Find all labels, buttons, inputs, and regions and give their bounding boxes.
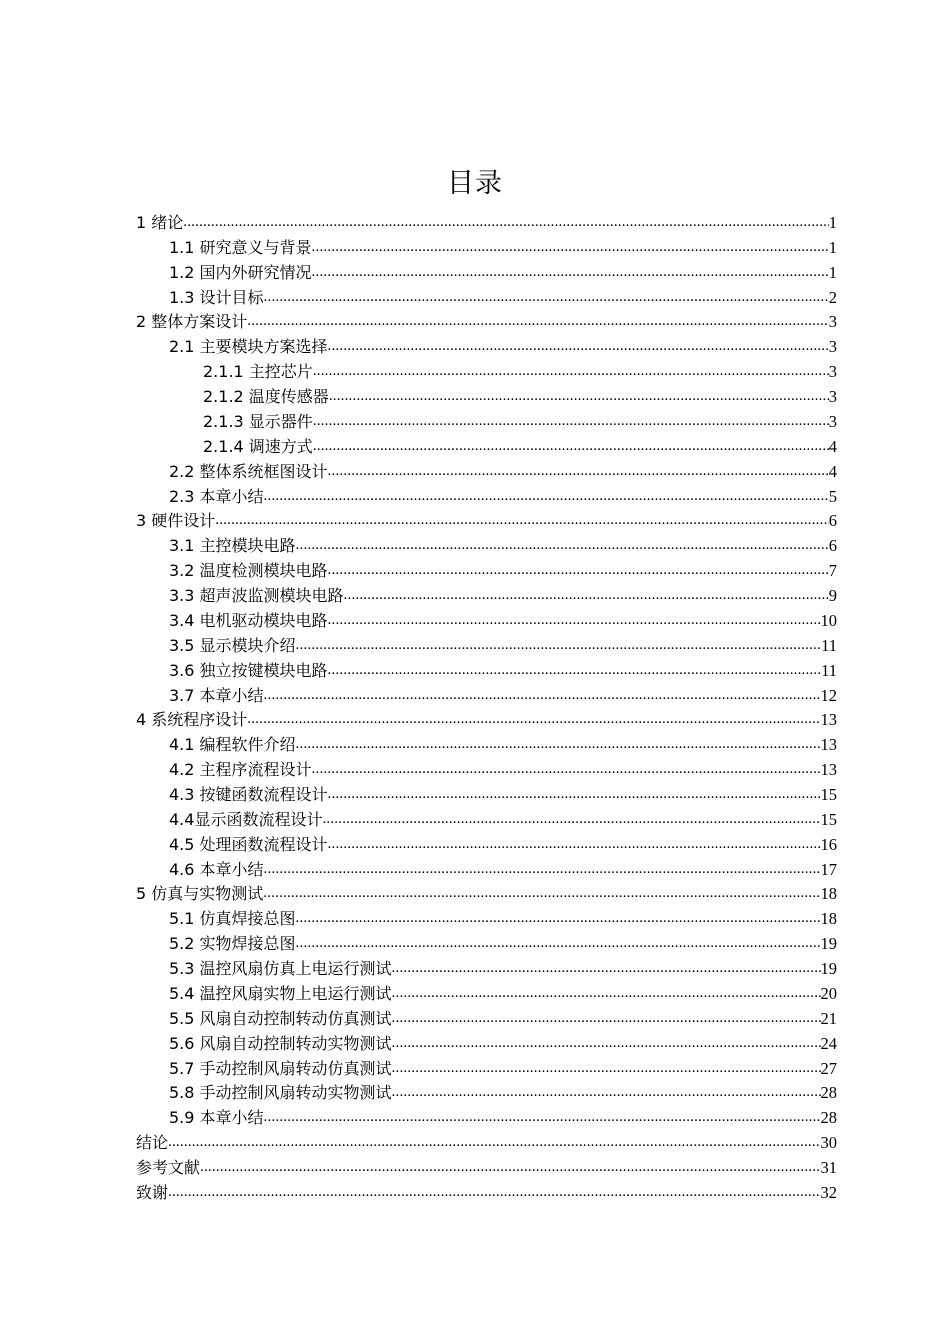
toc-leader-dots bbox=[328, 459, 829, 484]
toc-entry-label: 1.1 研究意义与背景 bbox=[169, 237, 312, 257]
toc-entry-label: 3.2 温度检测模块电路 bbox=[169, 561, 328, 581]
toc-leader-dots bbox=[200, 1155, 820, 1180]
toc-entry-label: 3.4 电机驱动模块电路 bbox=[169, 610, 328, 630]
toc-entry[interactable] bbox=[169, 459, 837, 484]
toc-entry-page-number: 17 bbox=[820, 859, 837, 879]
toc-entry[interactable] bbox=[136, 707, 837, 732]
toc-entry-label: 4.5 处理函数流程设计 bbox=[169, 834, 328, 854]
toc-entry-label: 1 绪论 bbox=[136, 213, 184, 232]
toc-leader-dots bbox=[313, 409, 829, 434]
toc-entry[interactable] bbox=[169, 956, 837, 981]
toc-entry-label: 2.1.1 主控芯片 bbox=[203, 362, 313, 382]
toc-entry[interactable] bbox=[169, 1006, 837, 1031]
toc-entry-label: 3.1 主控模块电路 bbox=[169, 536, 296, 556]
toc-entry-label: 2.1 主要模块方案选择 bbox=[169, 337, 328, 357]
toc-leader-dots bbox=[328, 832, 821, 857]
toc-entry-page-number: 21 bbox=[820, 1008, 837, 1028]
toc-leader-dots bbox=[392, 1080, 821, 1105]
toc-entry-page-number: 1 bbox=[828, 262, 837, 282]
toc-entry-label: 2.1.4 调速方式 bbox=[203, 436, 313, 456]
toc-entry-page-number: 19 bbox=[820, 959, 837, 979]
toc-entry-page-number: 13 bbox=[820, 710, 837, 730]
toc-entry-label: 4.1 编程软件介绍 bbox=[169, 735, 296, 755]
toc-entry-label: 2.1.2 温度传感器 bbox=[203, 387, 329, 407]
toc-leader-dots bbox=[392, 1006, 821, 1031]
toc-entry-page-number: 13 bbox=[820, 760, 837, 780]
toc-entry-label: 4.2 主程序流程设计 bbox=[169, 760, 312, 780]
toc-entry-label: 2 整体方案设计 bbox=[136, 312, 248, 332]
toc-entry[interactable] bbox=[203, 384, 837, 409]
toc-entry-page-number: 6 bbox=[828, 536, 837, 556]
toc-entry-page-number: 11 bbox=[821, 660, 837, 680]
toc-leader-dots bbox=[392, 956, 821, 981]
toc-entry[interactable] bbox=[169, 732, 837, 757]
toc-entry-page-number: 28 bbox=[820, 1083, 837, 1103]
toc-entry[interactable] bbox=[169, 683, 837, 708]
toc-entry-page-number: 3 bbox=[828, 362, 837, 382]
toc-entry-label: 3 硬件设计 bbox=[136, 511, 216, 531]
toc-entry[interactable] bbox=[169, 235, 837, 260]
toc-entry-page-number: 9 bbox=[828, 586, 837, 606]
toc-entry-page-number: 32 bbox=[820, 1182, 837, 1202]
toc-entry-page-number: 4 bbox=[828, 436, 837, 456]
toc-entry-label: 5 仿真与实物测试 bbox=[136, 884, 264, 904]
toc-entry-page-number: 3 bbox=[828, 387, 837, 407]
toc-entry[interactable] bbox=[169, 782, 837, 807]
toc-leader-dots bbox=[312, 757, 821, 782]
toc-entry-label: 5.8 手动控制风扇转动实物测试 bbox=[169, 1083, 392, 1103]
toc-entry-page-number: 18 bbox=[820, 909, 837, 929]
toc-leader-dots bbox=[344, 583, 829, 608]
toc-leader-dots bbox=[183, 210, 828, 235]
toc-entry[interactable] bbox=[136, 881, 837, 906]
toc-leader-dots bbox=[264, 484, 829, 509]
toc-entry-page-number: 6 bbox=[828, 511, 837, 531]
toc-entry[interactable] bbox=[169, 807, 837, 832]
toc-entry[interactable] bbox=[169, 558, 837, 583]
toc-entry-label: 5.7 手动控制风扇转动仿真测试 bbox=[169, 1058, 392, 1078]
toc-leader-dots bbox=[264, 857, 821, 882]
toc-entry-label: 5.3 温控风扇仿真上电运行测试 bbox=[169, 959, 392, 979]
toc-entry[interactable] bbox=[203, 409, 837, 434]
toc-entry-page-number: 3 bbox=[828, 411, 837, 431]
toc-entry[interactable] bbox=[169, 633, 837, 658]
toc-entry[interactable] bbox=[169, 484, 837, 509]
toc-entry-label: 5.9 本章小结 bbox=[169, 1108, 264, 1128]
toc-entry-label: 4.3 按键函数流程设计 bbox=[169, 785, 328, 804]
toc-leader-dots bbox=[296, 533, 829, 558]
toc-entry-label: 5.5 风扇自动控制转动仿真测试 bbox=[169, 1008, 392, 1028]
toc-entry-page-number: 18 bbox=[820, 884, 837, 904]
toc-entry-page-number: 24 bbox=[820, 1033, 837, 1053]
toc-entry[interactable] bbox=[136, 1155, 837, 1180]
toc-leader-dots bbox=[328, 334, 829, 359]
toc-entry[interactable] bbox=[136, 309, 837, 334]
toc-entry-label: 2.3 本章小结 bbox=[169, 486, 264, 506]
toc-entry[interactable] bbox=[169, 757, 837, 782]
toc-entry-page-number: 3 bbox=[828, 337, 837, 357]
toc-entry-label: 1.2 国内外研究情况 bbox=[169, 262, 312, 282]
toc-leader-dots bbox=[328, 658, 822, 683]
toc-entry-page-number: 10 bbox=[820, 610, 837, 630]
toc-leader-dots bbox=[392, 1056, 821, 1081]
toc-leader-dots bbox=[296, 732, 821, 757]
toc-entry[interactable] bbox=[169, 906, 837, 931]
toc-leader-dots bbox=[168, 1130, 820, 1155]
toc-entry-page-number: 3 bbox=[828, 312, 837, 332]
toc-leader-dots bbox=[312, 235, 829, 260]
toc-leader-dots bbox=[264, 1105, 821, 1130]
toc-entry[interactable] bbox=[203, 359, 837, 384]
toc-entry-page-number: 30 bbox=[820, 1133, 837, 1153]
toc-leader-dots bbox=[328, 608, 821, 633]
toc-entry-page-number: 7 bbox=[828, 561, 837, 581]
toc-leader-dots bbox=[296, 906, 821, 931]
toc-entry[interactable] bbox=[136, 508, 837, 533]
toc-leader-dots bbox=[168, 1180, 820, 1205]
toc-entry[interactable] bbox=[169, 832, 837, 857]
toc-entry-label: 3.6 独立按键模块电路 bbox=[169, 660, 328, 680]
toc-entry-page-number: 4 bbox=[828, 461, 837, 481]
toc-leader-dots bbox=[329, 384, 829, 409]
toc-entry-label: 致谢 bbox=[136, 1182, 169, 1202]
toc-entry-page-number: 31 bbox=[820, 1158, 837, 1178]
toc-entry-label: 4.6 本章小结 bbox=[169, 859, 264, 879]
toc-leader-dots bbox=[322, 807, 820, 832]
toc-entry-page-number: 16 bbox=[820, 834, 837, 854]
toc-entry[interactable] bbox=[169, 583, 837, 608]
toc-entry-label: 5.6 风扇自动控制转动实物测试 bbox=[169, 1033, 392, 1053]
toc-leader-dots bbox=[313, 359, 829, 384]
toc-leader-dots bbox=[264, 683, 821, 708]
toc-entry-page-number: 2 bbox=[828, 287, 837, 307]
toc-entry-label: 参考文献 bbox=[136, 1158, 201, 1178]
toc-entry[interactable] bbox=[169, 658, 837, 683]
toc-leader-dots bbox=[328, 782, 821, 807]
toc-leader-dots bbox=[247, 707, 820, 732]
toc-leader-dots bbox=[313, 434, 829, 459]
toc-entry[interactable] bbox=[169, 533, 837, 558]
toc-entry-page-number: 15 bbox=[820, 809, 837, 829]
toc-entry-label: 3.7 本章小结 bbox=[169, 685, 264, 705]
toc-title: 目录 bbox=[447, 168, 503, 199]
toc-leader-dots bbox=[392, 981, 821, 1006]
toc-entry-page-number: 27 bbox=[820, 1058, 837, 1078]
toc-entry-label: 2.1.3 显示器件 bbox=[203, 411, 313, 431]
toc-entry-page-number: 28 bbox=[820, 1108, 837, 1128]
toc-entry[interactable] bbox=[169, 1056, 837, 1081]
toc-leader-dots bbox=[312, 260, 829, 285]
toc-entry[interactable] bbox=[136, 210, 837, 235]
toc-leader-dots bbox=[215, 508, 828, 533]
toc-leader-dots bbox=[263, 881, 820, 906]
toc-entry-page-number: 12 bbox=[820, 685, 837, 705]
toc-entry-label: 3.5 显示模块介绍 bbox=[169, 635, 296, 655]
toc-entry[interactable] bbox=[169, 1080, 837, 1105]
toc-entry[interactable] bbox=[169, 857, 837, 882]
toc-leader-dots bbox=[264, 285, 829, 310]
toc-entry[interactable] bbox=[169, 608, 837, 633]
toc-entry[interactable] bbox=[169, 260, 837, 285]
toc-entry-label: 1.3 设计目标 bbox=[169, 287, 264, 307]
toc-entry[interactable] bbox=[169, 1105, 837, 1130]
toc-leader-dots bbox=[296, 633, 822, 658]
toc-entry[interactable] bbox=[169, 285, 837, 310]
toc-entry[interactable] bbox=[169, 1031, 837, 1056]
toc-entry-label: 5.2 实物焊接总图 bbox=[169, 934, 296, 954]
toc-entry-label: 3.3 超声波监测模块电路 bbox=[169, 586, 344, 606]
toc-entry-label: 5.1 仿真焊接总图 bbox=[169, 909, 296, 929]
toc-entry-label: 2.2 整体系统框图设计 bbox=[169, 461, 328, 481]
toc-entry-label: 4.4显示函数流程设计 bbox=[169, 809, 323, 829]
toc-entry[interactable] bbox=[169, 334, 837, 359]
toc-entry-page-number: 13 bbox=[820, 735, 837, 755]
toc-entry-label: 结论 bbox=[136, 1133, 169, 1153]
toc-entry-page-number: 20 bbox=[820, 983, 837, 1003]
toc-entry-page-number: 11 bbox=[821, 635, 837, 655]
toc-entry-page-number: 19 bbox=[820, 934, 837, 954]
toc-entry-label: 5.4 温控风扇实物上电运行测试 bbox=[169, 983, 392, 1003]
toc-entry-page-number: 5 bbox=[828, 486, 837, 506]
toc-leader-dots bbox=[328, 558, 829, 583]
toc-leader-dots bbox=[296, 931, 821, 956]
toc-entry[interactable] bbox=[169, 981, 837, 1006]
toc-leader-dots bbox=[392, 1031, 821, 1056]
toc-entry[interactable] bbox=[136, 1130, 837, 1155]
toc-entry-page-number: 1 bbox=[828, 237, 837, 257]
toc-entry[interactable] bbox=[136, 1180, 837, 1205]
toc-entry-page-number: 15 bbox=[820, 785, 837, 804]
toc-leader-dots bbox=[247, 309, 828, 334]
toc-entry-page-number: 1 bbox=[828, 213, 837, 232]
toc-entry[interactable] bbox=[203, 434, 837, 459]
toc-entry[interactable] bbox=[169, 931, 837, 956]
toc-entry-label: 4 系统程序设计 bbox=[136, 710, 248, 730]
